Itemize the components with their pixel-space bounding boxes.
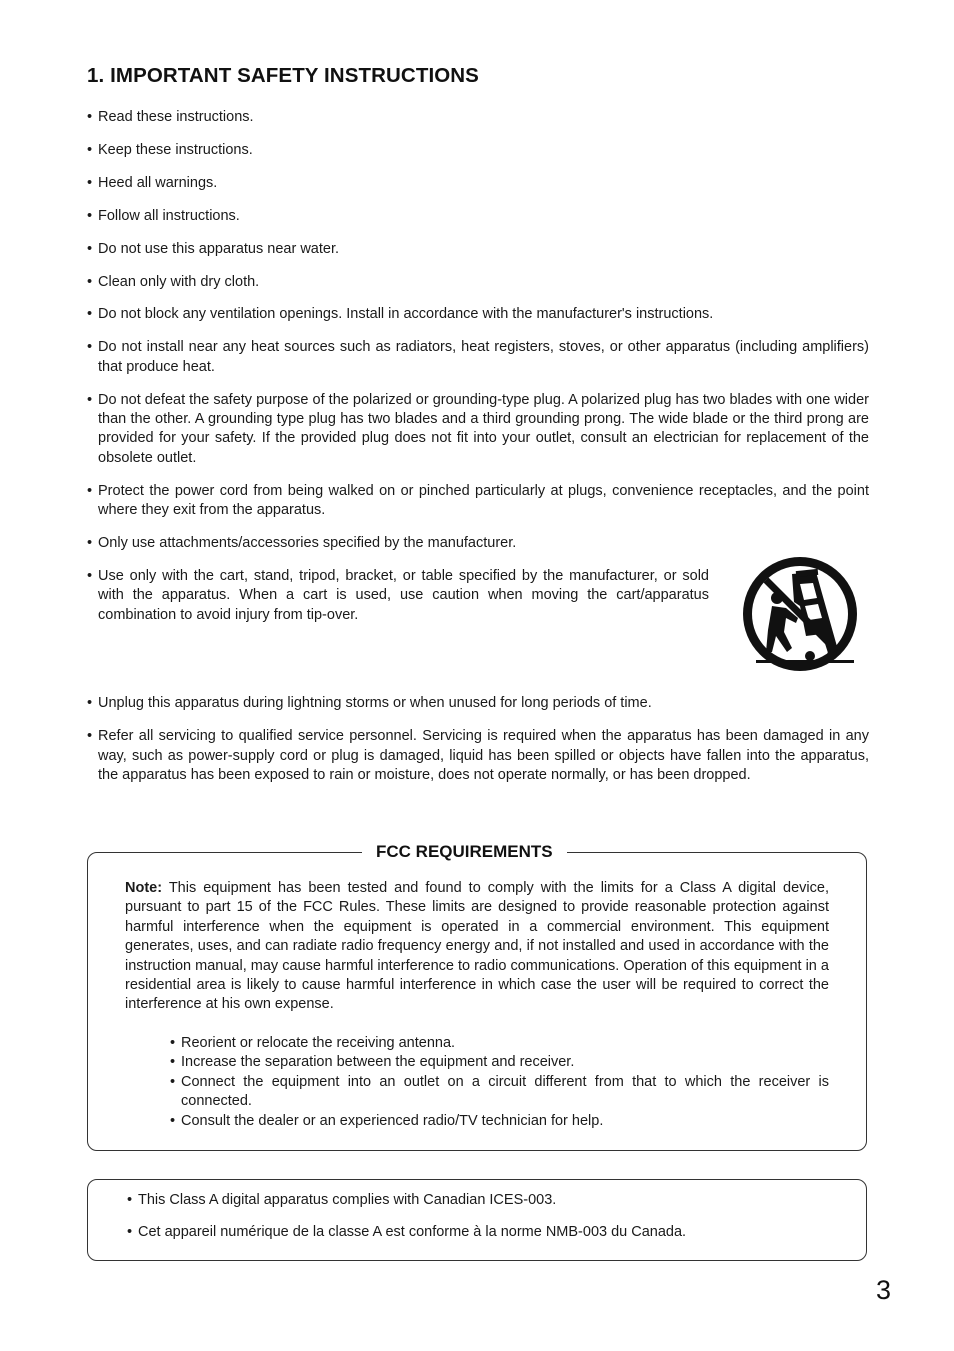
list-item: • Unplug this apparatus during lightning storms or when unused for long periods of time. (87, 694, 869, 713)
list-item: • Do not use this apparatus near water. (87, 240, 869, 259)
cart-tip-over-warning-icon (742, 556, 858, 672)
list-item: • Keep these instructions. (87, 141, 869, 160)
list-item: • Refer all servicing to qualified service personnel. Servicing is required when the apparatus has been damaged in any way, such as power-supply cord or plug is damaged, liquid has been spilled or objects have fallen into the apparatus, the apparatus has been exposed to rain or moisture, does not operate normally, or has been dropped. (87, 727, 869, 785)
safety-instructions-list (87, 108, 869, 799)
list-item: • Reorient or relocate the receiving antenna. (170, 1034, 829, 1053)
list-item: • Do not block any ventilation openings. Install in accordance with the manufacturer's instructions. (87, 305, 869, 324)
fcc-note-text: This equipment has been tested and found to comply with the limits for a Class A digital device, pursuant to part 15 of the FCC Rules. These limits are designed to provide reasonable protection against harmful interference when the equipment is operated in a commercial environment. This equipment generates, uses, and can radiate radio frequency energy and, if not installed and used in accordance with the instruction manual, may cause harmful interference to radio communications. Operation of this equipment in a residential area is likely to cause harmful interference in which case the user will be required to correct the interference at his own expense. (125, 880, 829, 1013)
list-item-cart: • Use only with the cart, stand, tripod, bracket, or table specified by the manufacturer, or sold with the apparatus. When a cart is used, use caution when moving the cart/apparatus combination to avoid injury from tip-over. (87, 567, 709, 625)
page-title: 1. IMPORTANT SAFETY INSTRUCTIONS (87, 64, 479, 87)
fcc-note-label: Note: (125, 880, 163, 896)
page-number: 3 (876, 1275, 892, 1305)
list-item: • Do not defeat the safety purpose of the polarized or grounding-type plug. A polarized plug has two blades with one wider than the other. A grounding type plug has two blades and a third grounding prong. The wide blade or the third prong are provided for your safety. If the provided plug does not fit into your outlet, consult an electrician for replacement of the obsolete outlet. (87, 391, 869, 469)
fcc-section-title: FCC REQUIREMENTS (362, 842, 567, 862)
list-item: • Heed all warnings. (87, 174, 869, 193)
list-item: • Only use attachments/accessories specified by the manufacturer. (87, 534, 869, 553)
list-item: • Read these instructions. (87, 108, 869, 127)
list-item: • This Class A digital apparatus complies with Canadian ICES-003. (127, 1191, 847, 1210)
ices-compliance-list (127, 1191, 847, 1256)
list-item: • Cet appareil numérique de la classe A est conforme à la norme NMB-003 du Canada. (127, 1223, 847, 1242)
list-item: • Follow all instructions. (87, 207, 869, 226)
list-item: • Consult the dealer or an experienced radio/TV technician for help. (170, 1112, 829, 1131)
list-item: • Do not install near any heat sources such as radiators, heat registers, stoves, or other apparatus (including amplifiers) that produce heat. (87, 338, 869, 377)
list-item: • Increase the separation between the equipment and receiver. (170, 1053, 829, 1072)
list-item: • Connect the equipment into an outlet on a circuit different from that to which the receiver is connected. (170, 1073, 829, 1112)
list-item: • Clean only with dry cloth. (87, 273, 869, 292)
list-item: • Protect the power cord from being walked on or pinched particularly at plugs, convenience receptacles, and the point where they exit from the apparatus. (87, 482, 869, 521)
fcc-measures-list (170, 1034, 829, 1131)
fcc-note (125, 879, 829, 1015)
